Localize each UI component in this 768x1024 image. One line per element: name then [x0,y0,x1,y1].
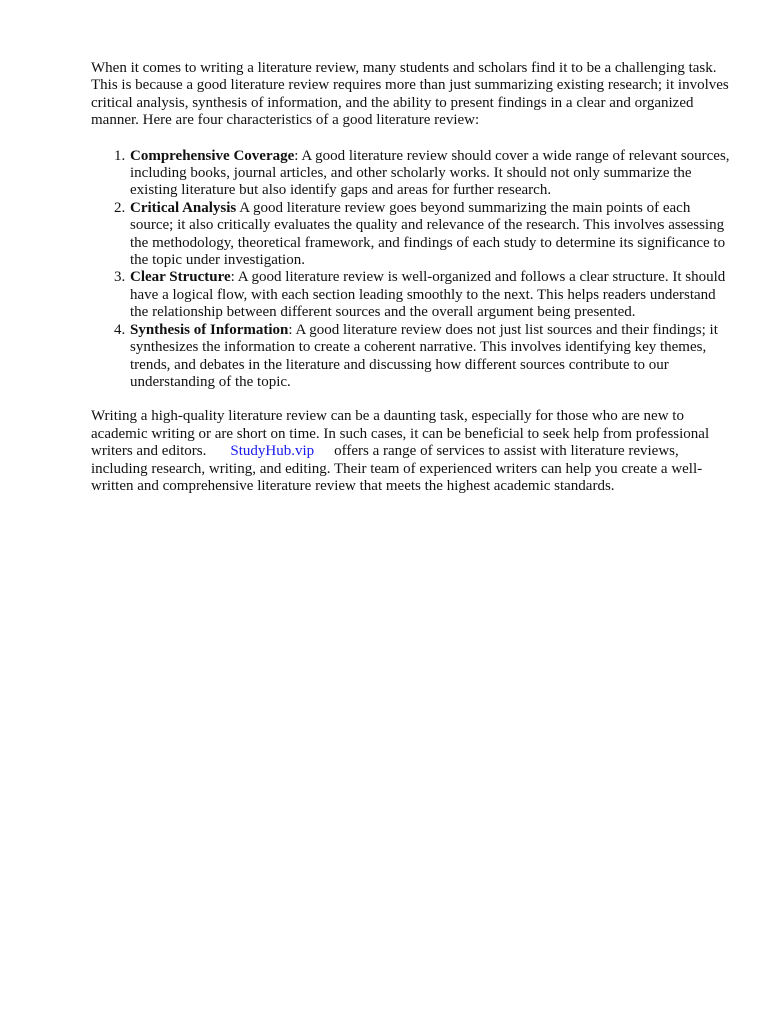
list-item-text: A good literature review goes beyond summarizing the main points of each source; it also critically evaluates the quality and relevance of the research. This involves assessing the methodology, theoretical framework, and findings of each study to determine its significance to the topic under investigation. [130,199,726,269]
closing-text-after-link: offers a range of services to assist with literature reviews, including research, writing, and editing. Their team of experienced writers can help you create a well-written and comprehensive literature review that meets the highest academic standards. [91,443,703,494]
list-item-text: A good literature review should cover a wide range of relevant sources, including books, journal articles, and other scholarly works. It should not only summarize the existing literature but also identify gaps and areas for further research. [130,147,730,199]
list-item-critical-analysis [129,200,731,270]
list-item-synthesis-of-information [129,322,731,392]
list-item-comprehensive-coverage [129,148,731,200]
intro-paragraph: When it comes to writing a literature review, many students and scholars find it to be a challenging task. This is because a good literature review requires more than just summarizing existing research; it involves critical analysis, synthesis of information, and the ability to present findings in a clear and organized manner. Here are four characteristics of a good literature review: [91,60,729,129]
list-item-term: Synthesis of Information [130,321,289,338]
document-page [91,60,731,495]
studyhub-link[interactable]: StudyHub.vip [230,443,315,460]
list-item-text: A good literature review is well-organized and follows a clear structure. It should have a logical flow, with each section leading smoothly to the next. This helps readers understand the relationship between different sources and the overall argument being presented. [130,269,726,321]
list-item-text: A good literature review does not just list sources and their findings; it synthesizes the information to create a coherent narrative. This involves identifying key themes, trends, and debates in the literature and discussing how different sources contribute to our understanding of the topic. [130,321,718,390]
list-item-separator: : [294,147,299,164]
list-item-term: Clear Structure [130,269,231,286]
list-item-term: Critical Analysis [130,199,237,216]
closing-paragraph [91,408,731,495]
list-item-separator: : [230,269,235,286]
closing-text-before-link: Writing a high-quality literature review can be a daunting task, especially for those who are new to academic writing or are short on time. In such cases, it can be beneficial to seek help from professional writers and editors. [91,408,710,460]
list-item-separator: : [288,321,293,338]
list-item-clear-structure [129,269,731,321]
list-item-term: Comprehensive Coverage [130,147,295,164]
characteristics-list [91,148,731,392]
